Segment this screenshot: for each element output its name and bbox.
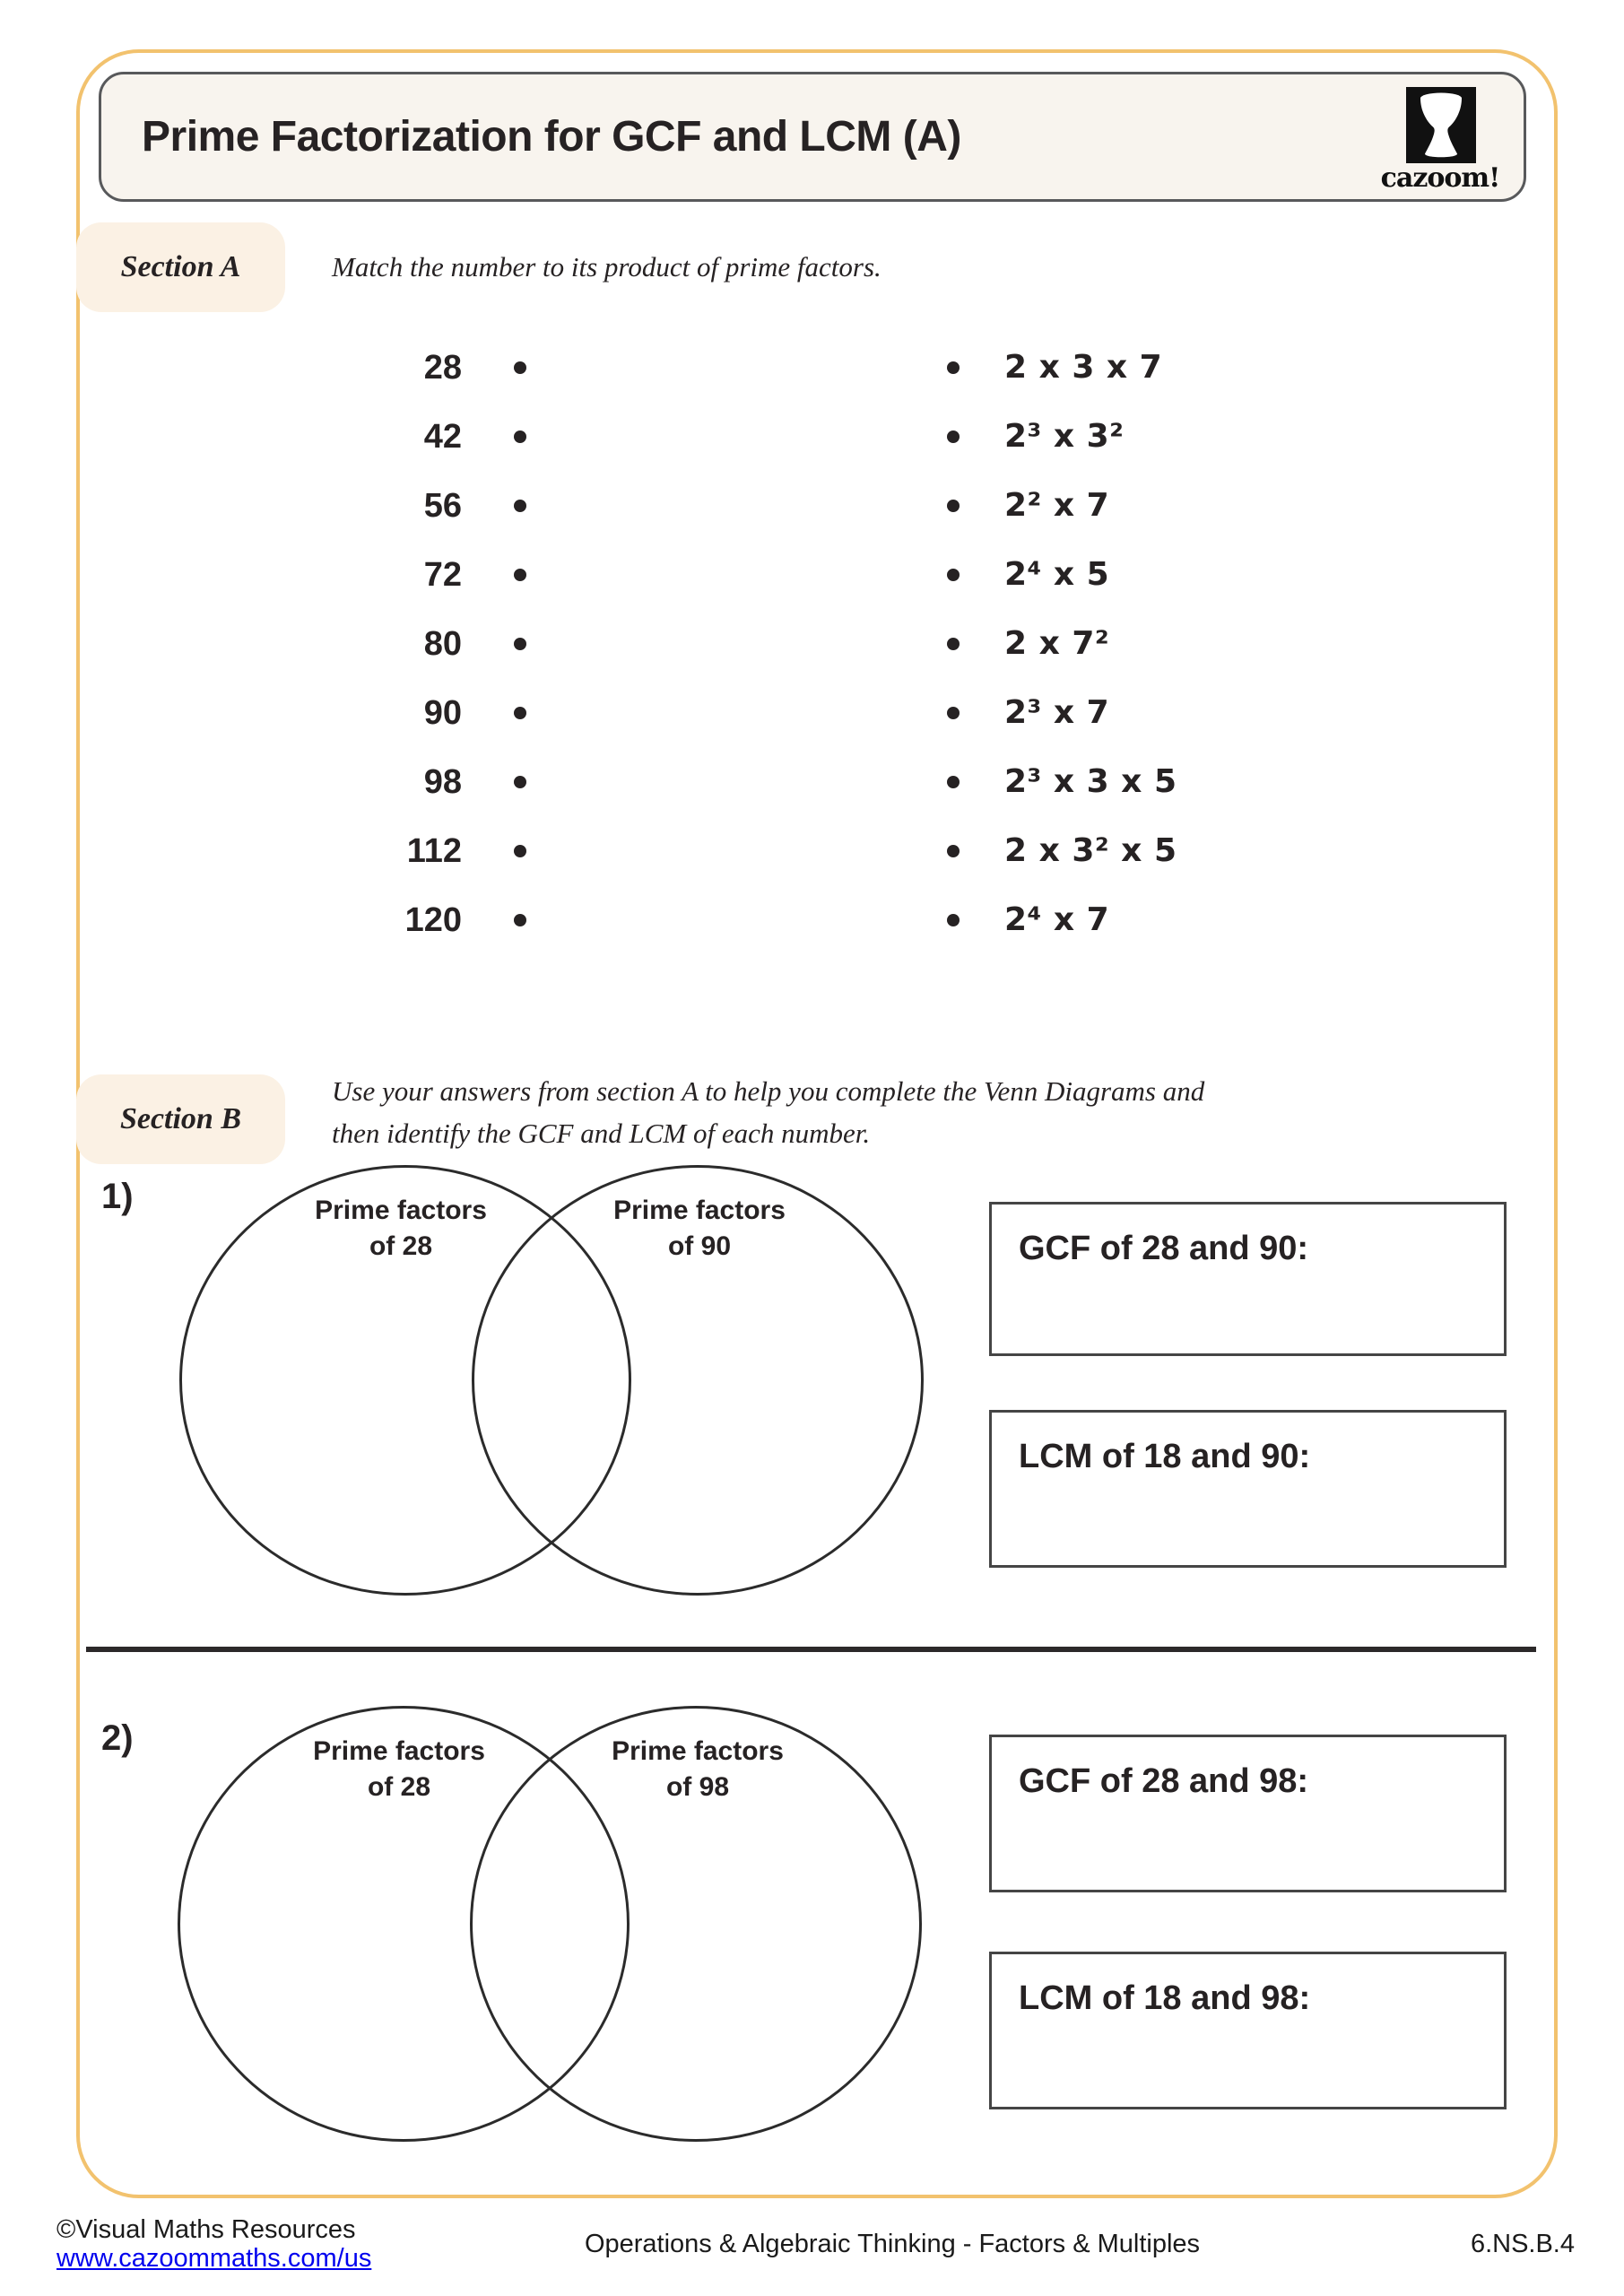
factorization: 2 x 3 x 7 (1004, 349, 1163, 386)
match-row (296, 828, 1390, 874)
page-title: Prime Factorization for GCF and LCM (A) (142, 113, 961, 161)
match-row (296, 759, 1390, 805)
problem-1-number: 1) (101, 1177, 134, 1216)
factorization: 2³ x 7 (1004, 694, 1110, 731)
bullet-dot[interactable] (514, 776, 526, 788)
venn-1-left-label: Prime factors of 28 (315, 1196, 487, 1261)
bullet-dot[interactable] (947, 776, 960, 788)
bullet-dot[interactable] (514, 569, 526, 581)
section-b-instruction-line1: Use your answers from section A to help you complete the Venn Diagrams and (332, 1075, 1205, 1107)
match-number: 112 (406, 832, 462, 870)
bullet-dot[interactable] (514, 845, 526, 857)
footer-url-link[interactable]: www.cazoommaths.com/us (56, 2244, 372, 2273)
bullet-dot[interactable] (514, 914, 526, 926)
factorization: 2² x 7 (1004, 487, 1110, 524)
bullet-dot[interactable] (514, 638, 526, 650)
factorization: 2³ x 3² (1004, 418, 1125, 455)
footer-copyright: ©Visual Maths Resources (56, 2215, 356, 2244)
bullet-dot[interactable] (947, 569, 960, 581)
problem-divider (86, 1647, 1536, 1652)
bullet-dot[interactable] (947, 430, 960, 443)
factorization: 2 x 3² x 5 (1004, 832, 1177, 869)
factorization: 2³ x 3 x 5 (1004, 763, 1177, 800)
match-row (296, 897, 1390, 944)
footer-topic: Operations & Algebraic Thinking - Factors & Multiples (584, 2230, 1201, 2258)
match-row (296, 690, 1390, 736)
gcf-answer-box-2[interactable] (989, 1735, 1507, 1892)
bullet-dot[interactable] (947, 914, 960, 926)
gcf-label-2: GCF of 28 and 98: (1019, 1762, 1309, 1800)
lcm-answer-box-2[interactable] (989, 1952, 1507, 2109)
factorization: 2⁴ x 7 (1004, 901, 1110, 938)
section-b-label: Section B (76, 1074, 285, 1164)
match-number: 28 (423, 349, 462, 387)
match-row (296, 413, 1390, 460)
match-number: 98 (423, 763, 462, 801)
match-number: 56 (423, 487, 462, 525)
cazoom-logo (1406, 87, 1476, 163)
gcf-label-1: GCF of 28 and 90: (1019, 1230, 1309, 1267)
bullet-dot[interactable] (514, 500, 526, 512)
match-row (296, 483, 1390, 529)
section-a-label: Section A (76, 222, 285, 312)
bullet-dot[interactable] (514, 361, 526, 374)
lcm-label-1: LCM of 18 and 90: (1019, 1438, 1311, 1475)
factorization: 2⁴ x 5 (1004, 556, 1110, 593)
section-b-instruction-line2: then identify the GCF and LCM of each number. (332, 1118, 871, 1149)
section-a-instruction: Match the number to its product of prime factors. (332, 251, 881, 283)
bullet-dot[interactable] (947, 638, 960, 650)
gcf-answer-box-1[interactable] (989, 1202, 1507, 1356)
bullet-dot[interactable] (514, 707, 526, 719)
match-number: 72 (423, 556, 462, 594)
problem-2-number: 2) (101, 1718, 134, 1758)
venn-2-left-label: Prime factors of 28 (313, 1736, 485, 1802)
lcm-label-2: LCM of 18 and 98: (1019, 1979, 1311, 2017)
venn-2-right-label: Prime factors of 98 (612, 1736, 784, 1802)
match-number: 90 (423, 694, 462, 732)
venn-1-right-label: Prime factors of 90 (613, 1196, 786, 1261)
bullet-dot[interactable] (947, 707, 960, 719)
match-row (296, 621, 1390, 667)
match-number: 42 (423, 418, 462, 456)
footer-standard-code: 6.NS.B.4 (1470, 2230, 1575, 2258)
drum-icon (1406, 87, 1476, 163)
match-number: 120 (404, 901, 462, 939)
lcm-answer-box-1[interactable] (989, 1410, 1507, 1568)
match-number: 80 (423, 625, 462, 663)
bullet-dot[interactable] (947, 361, 960, 374)
logo-wordmark: cazoom! (1380, 162, 1500, 194)
match-row (296, 552, 1390, 598)
bullet-dot[interactable] (514, 430, 526, 443)
match-row (296, 344, 1390, 391)
header (99, 72, 1526, 202)
bullet-dot[interactable] (947, 845, 960, 857)
factorization: 2 x 7² (1004, 625, 1110, 662)
bullet-dot[interactable] (947, 500, 960, 512)
